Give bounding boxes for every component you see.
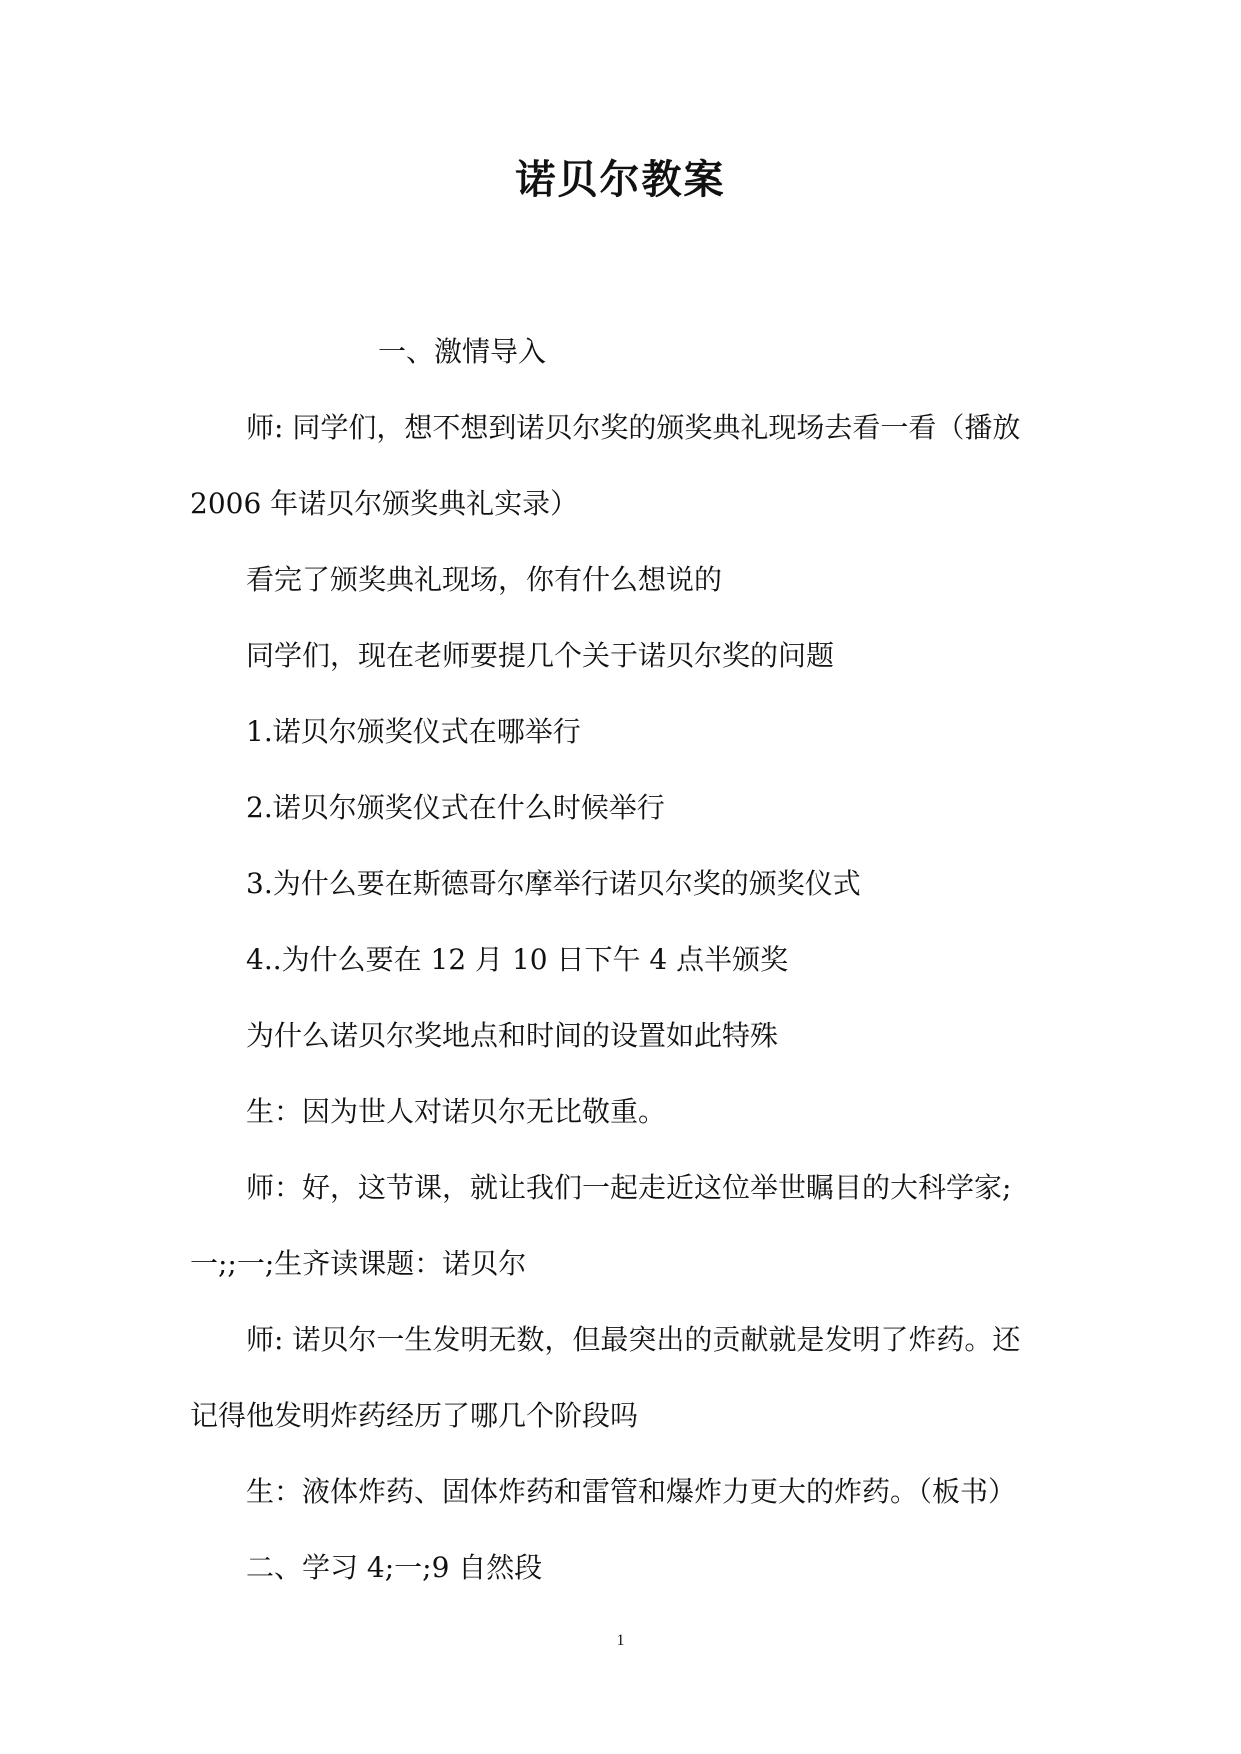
document-title: 诺贝尔教案 xyxy=(515,156,726,203)
question-item: 1.诺贝尔颁奖仪式在哪举行 xyxy=(246,715,581,748)
section-heading-study: 二、学习 4;一;9 自然段 xyxy=(246,1551,543,1584)
paragraph-line: 生：因为世人对诺贝尔无比敬重。 xyxy=(246,1095,667,1128)
paragraph-line: 一;;一;生齐读课题：诺贝尔 xyxy=(190,1247,527,1280)
question-item: 4..为什么要在 12 月 10 日下午 4 点半颁奖 xyxy=(246,943,789,976)
paragraph-line: 生：液体炸药、固体炸药和雷管和爆炸力更大的炸药。（板书） xyxy=(246,1475,1017,1508)
paragraph-line: 2006 年诺贝尔颁奖典礼实录） xyxy=(190,487,579,520)
paragraph-line: 为什么诺贝尔奖地点和时间的设置如此特殊 xyxy=(246,1019,779,1052)
paragraph-line: 记得他发明炸药经历了哪几个阶段吗 xyxy=(190,1399,639,1432)
section-heading-intro: 一、激情导入 xyxy=(378,335,547,368)
paragraph-line: 看完了颁奖典礼现场，你有什么想说的 xyxy=(246,563,723,596)
paragraph-line: 师: 同学们，想不想到诺贝尔奖的颁奖典礼现场去看一看（播放 xyxy=(246,411,1021,444)
paragraph-line: 师：好，这节课，就让我们一起走近这位举世瞩目的大科学家; xyxy=(246,1171,1012,1204)
paragraph-line: 师: 诺贝尔一生发明无数，但最突出的贡献就是发明了炸药。还 xyxy=(246,1323,1021,1356)
question-item: 2.诺贝尔颁奖仪式在什么时候举行 xyxy=(246,791,665,824)
page-number: 1 xyxy=(616,1632,625,1649)
question-item: 3.为什么要在斯德哥尔摩举行诺贝尔奖的颁奖仪式 xyxy=(246,867,861,900)
paragraph-line: 同学们，现在老师要提几个关于诺贝尔奖的问题 xyxy=(246,639,835,672)
